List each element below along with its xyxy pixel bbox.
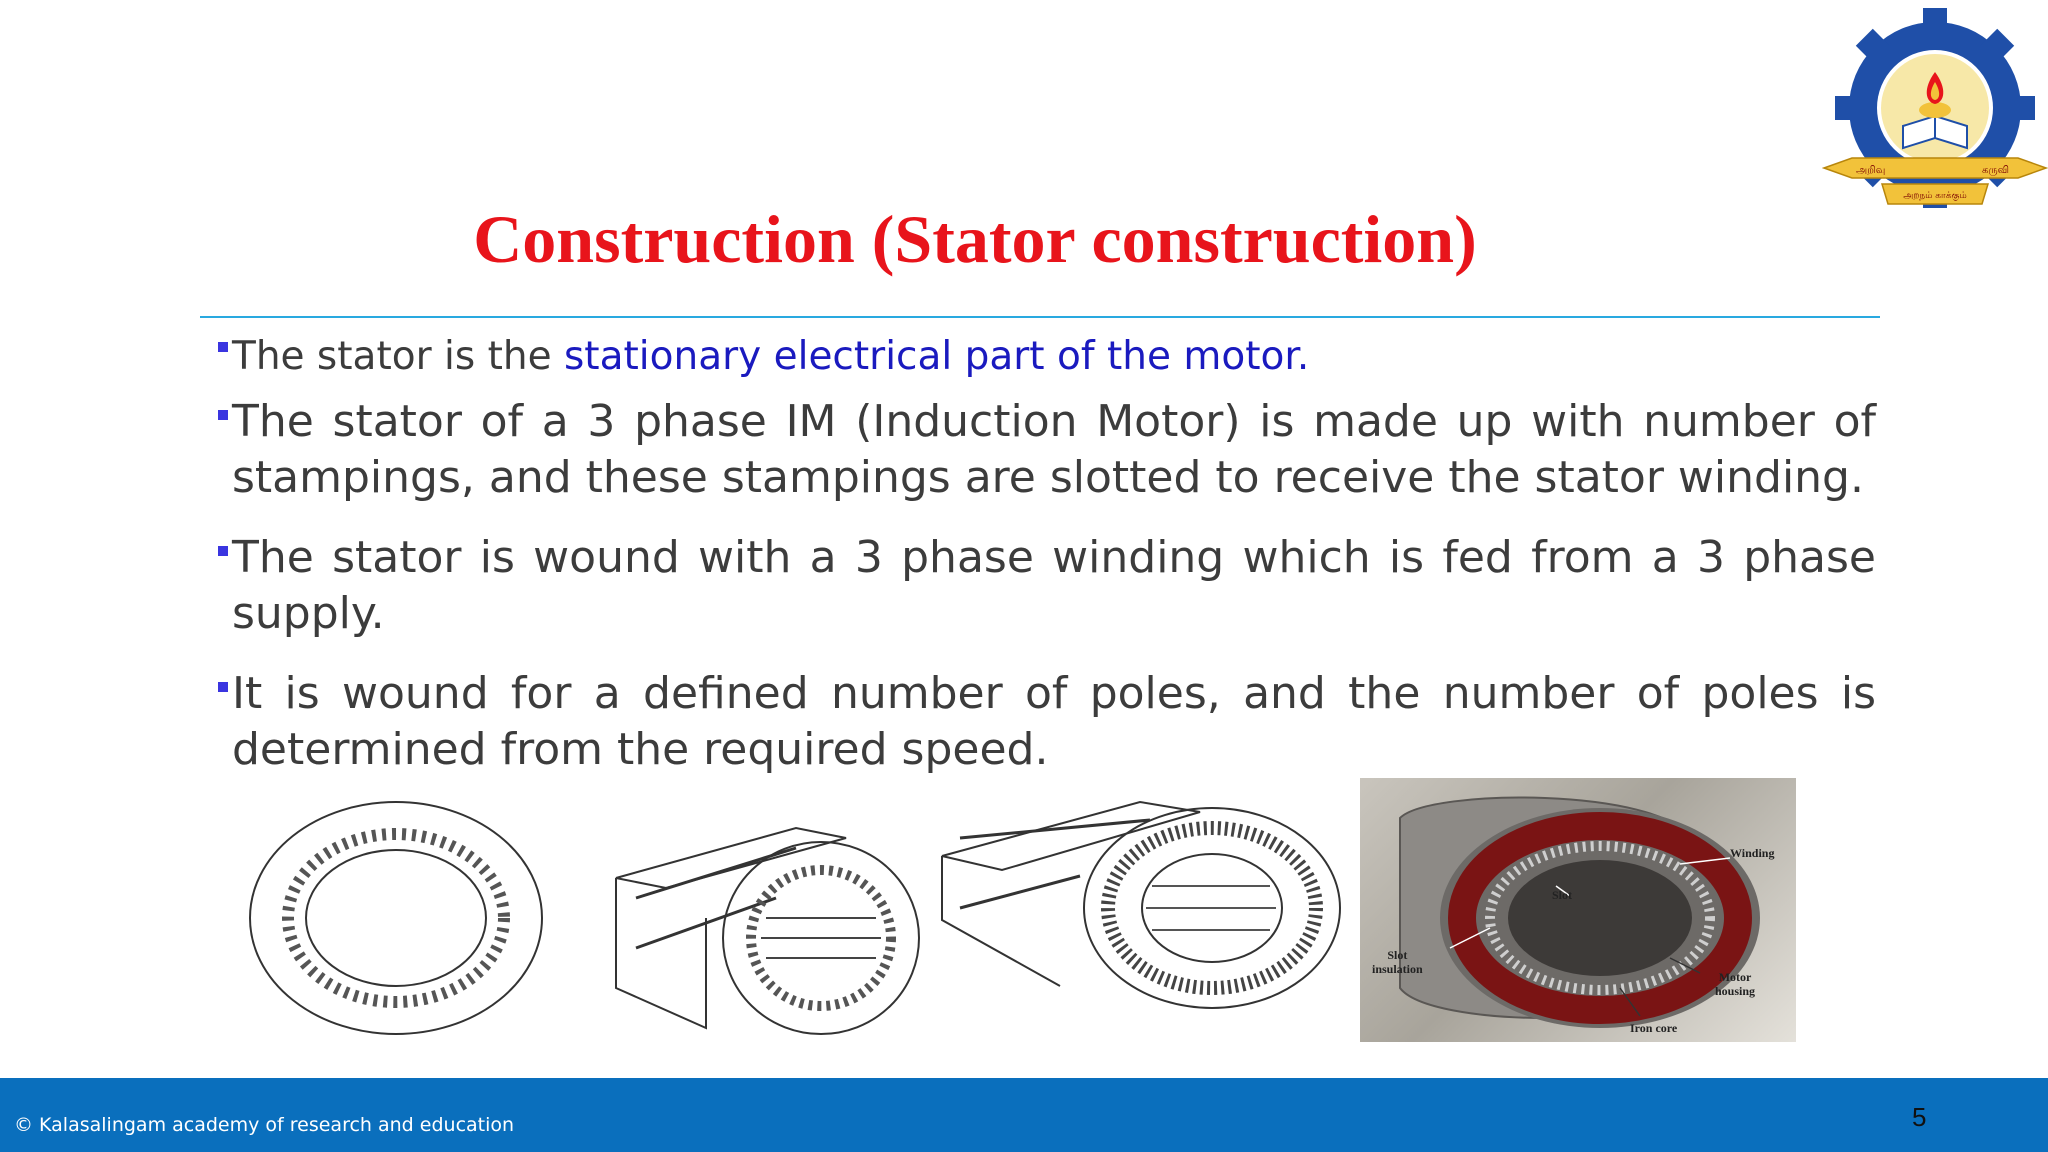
- bullet-marker: [218, 410, 228, 420]
- photo-label-iron-core: Iron core: [1630, 1021, 1678, 1035]
- photo-label-slot-insulation: Slot insulation: [1372, 948, 1423, 976]
- institution-logo: [1822, 8, 2048, 218]
- svg-text:கருவி: கருவி: [1982, 165, 2010, 176]
- bullet-marker: [218, 342, 228, 352]
- bullet-item: [218, 394, 1876, 506]
- footer-bar: [0, 1078, 2048, 1152]
- stator-stamping-drawing: [244, 796, 548, 1040]
- stator-wound-drawing: [940, 796, 1344, 1012]
- svg-text:அறநம் காக்கும்: அறநம் காக்கும்: [1903, 191, 1967, 201]
- bullet-marker: [218, 546, 228, 556]
- slide-title: Construction (Stator construction): [473, 201, 1477, 277]
- svg-text:அறிவு: அறிவு: [1856, 165, 1886, 176]
- bullet-list: [218, 326, 1876, 802]
- bullet-text: It is wound for a defined number of poles, and the number of poles is determined from the required speed.: [232, 668, 1876, 775]
- stator-core-drawing: [596, 818, 926, 1044]
- bullet-marker: [218, 682, 228, 692]
- bullet-item: [218, 666, 1876, 778]
- photo-label-winding: Winding: [1730, 846, 1775, 860]
- photo-label-slot: Slot: [1552, 888, 1573, 902]
- bullet-highlight-text: stationary electrical part of the motor.: [563, 334, 1310, 379]
- stator-photo: [1360, 778, 1796, 1042]
- bullet-text: The stator of a 3 phase IM (Induction Motor) is made up with number of stampings, and these stampings are slotted to receive the stator winding.: [232, 396, 1876, 503]
- footer-copyright: © Kalasalingam academy of research and education: [14, 1114, 515, 1136]
- bullet-item: [218, 530, 1876, 642]
- page-number: 5: [1912, 1102, 1927, 1132]
- title-divider: [200, 316, 1880, 318]
- bullet-text: The stator is the: [232, 334, 564, 379]
- bullet-text: The stator is wound with a 3 phase winding which is fed from a 3 phase supply.: [232, 532, 1876, 639]
- photo-label-motor-housing: Motor housing: [1715, 970, 1756, 998]
- bullet-item: [218, 326, 1876, 388]
